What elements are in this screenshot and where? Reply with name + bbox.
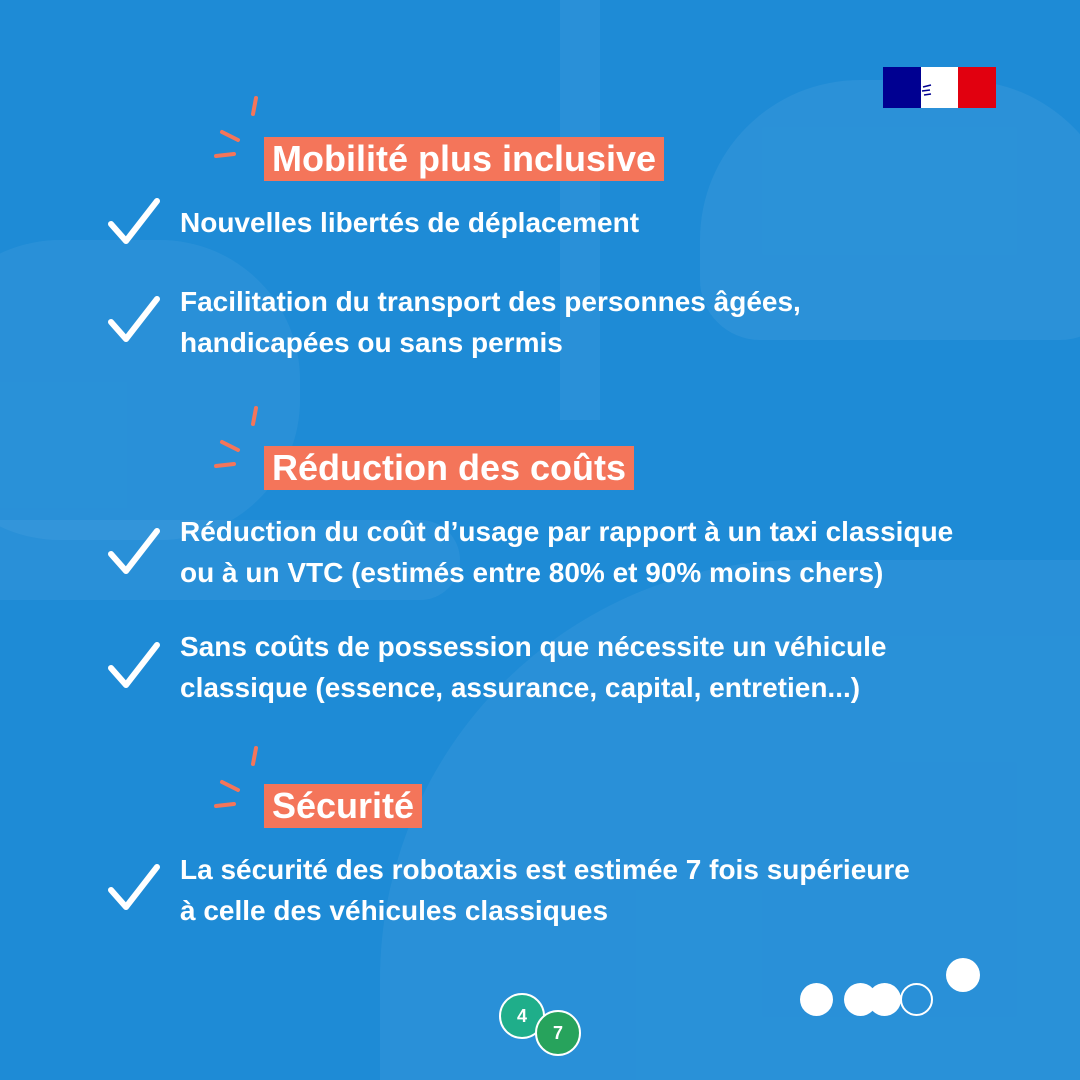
page-indicator-current: 4 [499, 993, 545, 1039]
list-item-line: handicapées ou sans permis [180, 327, 563, 358]
list-item-line: La sécurité des robotaxis est estimée 7 fois supérieure [180, 854, 910, 885]
list-item-line: classique (essence, assurance, capital, entretien...) [180, 672, 861, 703]
section-heading-couts: Réduction des coûts [264, 446, 634, 490]
list-item-line: à celle des véhicules classiques [180, 895, 609, 926]
list-item [180, 511, 953, 593]
spark-icon [212, 94, 272, 164]
list-item [180, 281, 801, 363]
list-item [180, 202, 639, 243]
spark-icon [212, 404, 272, 474]
checkmark-icon [106, 862, 162, 914]
list-item [180, 849, 910, 931]
list-item-line: Sans coûts de possession que nécessite un véhicule [180, 631, 887, 662]
decorative-dot [946, 958, 980, 992]
decorative-dot [868, 983, 901, 1016]
list-item-line: ou à un VTC (estimés entre 80% et 90% moins chers) [180, 557, 884, 588]
checkmark-icon [106, 526, 162, 578]
french-republic-flag-icon [883, 67, 996, 108]
decorative-dot [800, 983, 833, 1016]
list-item-line: Réduction du coût d’usage par rapport à un taxi classique [180, 516, 954, 547]
list-item-line: Nouvelles libertés de déplacement [180, 207, 640, 238]
marianne-icon [921, 71, 951, 105]
list-item-line: Facilitation du transport des personnes âgées, [180, 286, 801, 317]
section-heading-mobilite: Mobilité plus inclusive [264, 137, 664, 181]
page-indicator-total: 7 [535, 1010, 581, 1056]
decorative-ring [900, 983, 933, 1016]
section-heading-securite: Sécurité [264, 784, 422, 828]
spark-icon [212, 744, 272, 814]
checkmark-icon [106, 294, 162, 346]
checkmark-icon [106, 196, 162, 248]
checkmark-icon [106, 640, 162, 692]
list-item [180, 626, 886, 708]
